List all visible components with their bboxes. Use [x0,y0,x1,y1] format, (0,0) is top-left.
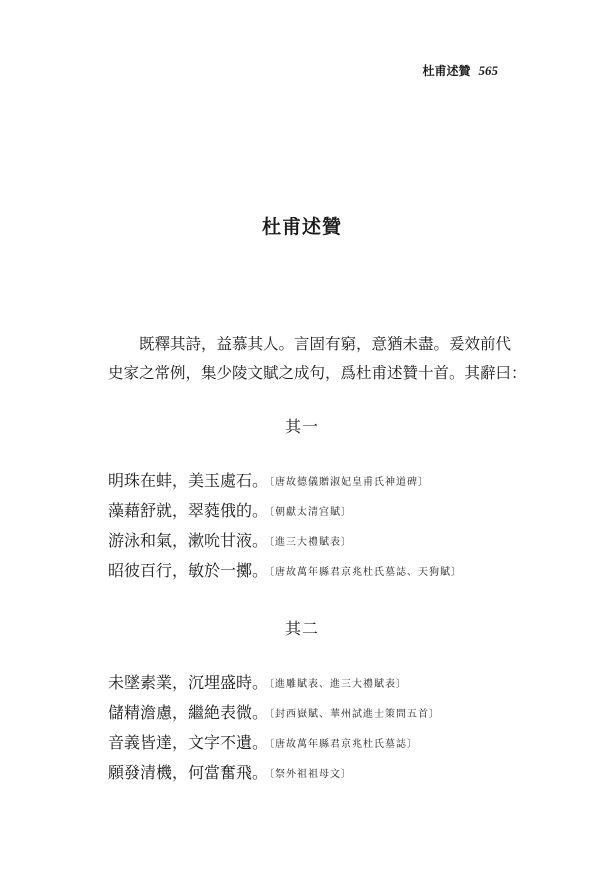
intro-line-2: 史家之常例，集少陵文賦之成句，爲杜甫述贊十首。其辭曰： [108,364,527,382]
verse-line [108,466,528,496]
verse-line [108,728,528,758]
verse-text: 昭彼百行，敏於一擲。 [108,561,269,580]
verse-source-note: 〔朝獻太清宫賦〕 [269,507,353,518]
intro-paragraph [108,330,527,388]
running-title: 杜甫述贊 [422,64,471,78]
intro-line-1: 既釋其詩，益慕其人。言固有窮，意猶未盡。爰效前代 [139,335,512,353]
verse-source-note: 〔唐故萬年縣君京兆杜氏墓誌、天狗賦〕 [269,567,463,578]
verse-text: 明珠在蚌，美玉處石。 [108,471,269,490]
verse-list-2 [108,668,528,788]
verse-line [108,758,528,788]
verse-text: 藻藉舒就，翠蕤俄的。 [108,501,269,520]
verse-list-1 [108,466,528,586]
verse-source-note: 〔祭外祖祖母文〕 [269,769,353,780]
verse-source-note: 〔進三大禮賦表〕 [269,537,353,548]
section-heading-2: 其二 [284,619,319,638]
verse-text: 儲精澹慮，繼絶表微。 [108,703,269,722]
verse-text: 未墜素業，沉埋盛時。 [108,673,269,692]
verse-source-note: 〔唐故德儀贈淑妃皇甫氏神道碑〕 [269,477,430,488]
verse-line [108,698,528,728]
verse-text: 游泳和氣，漱吮甘液。 [108,531,269,550]
verse-source-note: 〔進雕賦表、進三大禮賦表〕 [269,679,408,690]
page-number: 565 [478,63,498,78]
verse-line [108,526,528,556]
running-header [422,62,498,79]
verse-source-note: 〔封西嶽賦、華州試進士策問五首〕 [269,709,441,720]
verse-source-note: 〔唐故萬年縣君京兆杜氏墓誌〕 [269,739,419,750]
verse-text: 音義皆達，文字不遺。 [108,733,269,752]
page-title: 杜甫述贊 [261,216,342,238]
section-heading-1: 其一 [284,417,319,436]
verse-text: 願發清機，何當奮飛。 [108,763,269,782]
verse-line [108,556,528,586]
verse-line [108,496,528,526]
verse-line [108,668,528,698]
